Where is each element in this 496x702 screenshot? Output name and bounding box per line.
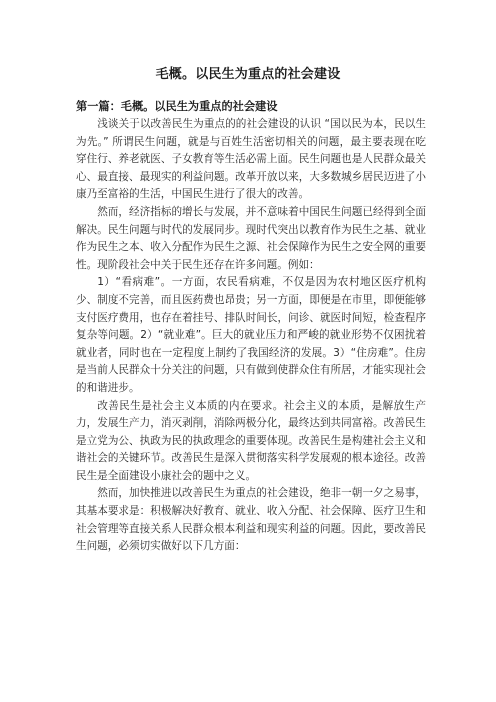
paragraph-4: 改善民生是社会主义本质的内在要求。社会主义的本质，是解放生产力，发展生产力，消灭剥削，消除两极分化，最终达到共同富裕。改善民生是立党为公、执政为民的执政理念的重要体现。改善民生是构建社会主义和谐社会的关键环节。改善民生是深入贯彻落实科学发展观的根本途径。改善民生是全面建设小康社会的题中之义。: [76, 399, 426, 482]
paragraph-5: 然而，加快推进以改善民生为重点的社会建设，绝非一朝一夕之易事，其基本要求是：积极解决好教育、就业、收入分配、社会保障、医疗卫生和社会管理等直接关系人民群众根本利益和现实利益的问题。因此，要改善民生问题，必须切实做好以下几方面：: [76, 487, 426, 553]
document-title: 毛概。以民生为重点的社会建设: [155, 67, 341, 82]
paragraph-2: 然而，经济指标的增长与发展，并不意味着中国民生问题已经得到全面解决。民生问题与时代的发展同步。现时代突出以教育作为民生之基、就业作为民生之本、收入分配作为民生之源、社会保障作为民生之安全网的重要性。现阶段社会中关于民生还存在许多问题。例如：: [76, 205, 426, 271]
paragraph-1: 浅谈关于以改善民生为重点的的社会建设的认识 “国以民为本，民以生为先。” 所谓民生问题，就是与百姓生活密切相关的问题，最主要表现在吃穿住行、养老就医、子女教育等生活必需上面。民生问题也是人民群众最关心、最直接、最现实的利益问题。改革开放以来，大多数城乡居民迈进了小康乃至富裕的生活，中国民生进行了很大的改善。: [76, 118, 426, 201]
paragraph-3: 1）“看病难”。一方面，农民看病难，不仅是因为农村地区医疗机构少、制度不完善，而且医药费也昂贵；另一方面，即便是在市里，即便能够支付医疗费用，也存在着挂号、排队时间长，问诊、就医时间短，检查程序复杂等问题。2）“就业难”。巨大的就业压力和严峻的就业形势不仅困扰着就业者，同时也在一定程度上制约了我国经济的发展。3）“住房难”。住房是当前人民群众十分关注的问题，只有做到使群众住有所居，才能实现社会的和谐进步。: [76, 276, 426, 394]
document-body: [76, 116, 426, 556]
section-heading: 第一篇：毛概。以民生为重点的社会建设: [76, 100, 278, 113]
